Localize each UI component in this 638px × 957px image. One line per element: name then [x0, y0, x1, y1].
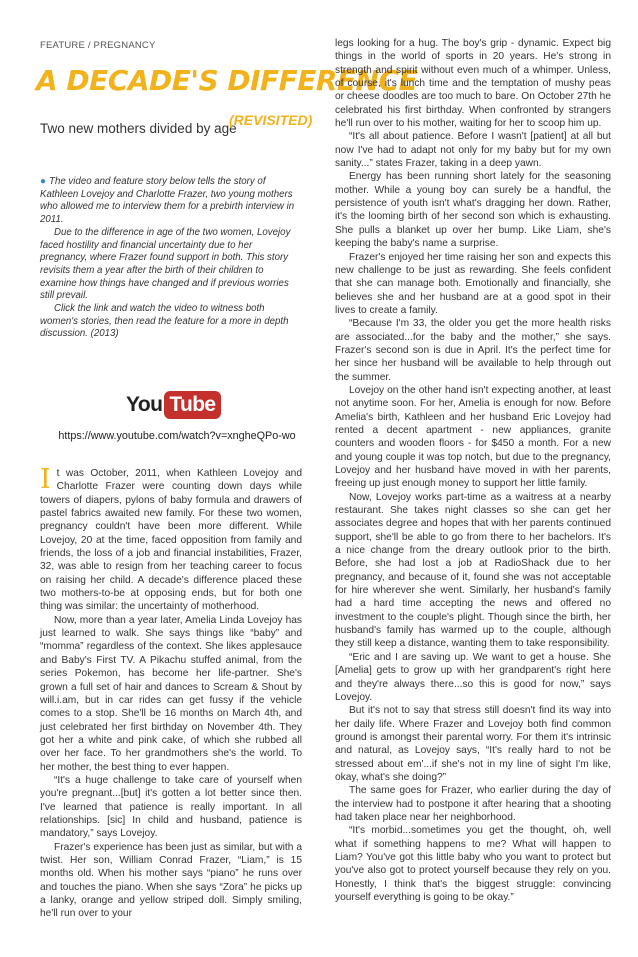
headline: A DECADE'S DIFFERENCE: [36, 64, 418, 97]
bullet-icon: ●: [40, 176, 47, 187]
article-paragraph: Frazer's enjoyed her time raising her son and expects this new challenge to be just as rewarding. She feels confident that she can manage both. Emotionally and financially, she believes she and her husband are at a good spot in their lives to create a family.: [335, 251, 611, 316]
article-paragraph: But it's not to say that stress still doesn't find its way into her daily life. Where Frazer and Lovejoy both find common ground is amongst their parental worry. For them it's intrinsic and natural, as Lovejoy says, “It's really hard to not be stressed about em'...if she's not in my line of sight I'm like, okay, what's she doing?”: [335, 705, 611, 783]
article-paragraph: It was October, 2011, when Kathleen Lovejoy and Charlotte Frazer were counting down days while towers of diapers, pylons of baby formula and drawers of pastel fabrics awaited new family. For these two women, pregnancy couldn't have been more different. While Lovejoy, 20 at the time, faced opposition from family and friends, the loss of a job and financial instabilities, Frazer, 32, was able to resign from her teaching career to focus on raising her child. A decade's difference placed these two mothers-to-be at opposing ends, but for both one thing was similar: the uncertainty of motherhood.: [40, 464, 302, 613]
video-link[interactable]: https://www.youtube.com/watch?v=xngheQPo-wo: [58, 430, 296, 442]
revisited-tag: (REVISITED): [229, 112, 313, 128]
youtube-logo-tube: Tube: [164, 391, 220, 419]
subhead: Two new mothers divided by age: [40, 121, 237, 136]
article-paragraph: The same goes for Frazer, who earlier during the day of the interview had to postpone it after hearing that a shooting had taken place near her neighborhood.: [335, 785, 611, 823]
drop-cap: I: [40, 464, 51, 495]
youtube-logo-you: You: [126, 393, 163, 416]
article-column-right: [335, 37, 611, 904]
article-paragraph: legs looking for a hug. The boy's grip - dynamic. Expect big things in the world of sports in 20 years. He's strong in strength and spirit without even much of a whimper. Unless, of course, it's lunch time and the temptation of mushy peas or cheese doodles are too much to bare. On October 27th he celebrated his first birthday. When confronted by strangers he'll run over to his mother, waiting for her to scoop him up.: [335, 38, 611, 130]
intro-block: [40, 176, 302, 341]
article-paragraph: Now, more than a year later, Amelia Linda Lovejoy has just learned to walk. She says things like “baby” and “momma” regardless of the context. She likes applesauce and Baby's First TV. A Pikachu stuffed animal, from the series Pokemon, has become her life-partner. She's grown a full set of hair and dances to Scream & Shout by will.i.am, but in car rides can get fussy if the vehicle comes to a stop. She'll be 16 months on March 4th, and just celebrated her first birthday on November 4th. They got her a white and pink cake, of which she rubbed all over her face. To her grandmothers she's the world. To her mother, the best thing to ever happen.: [40, 614, 302, 773]
article-paragraph: Lovejoy on the other hand isn't expecting another, at least not anytime soon. For her, Amelia is enough for now. Before Amelia's birth, Kathleen and her husband Eric Lovejoy had rented a decent apartment - new appliances, granite counters and wooden floors - for $450 a month. For a new and young couple it was top notch, but due to the pregnancy, Lovejoy and her husband have moved in with her parents, freeing up just enough money to support her little family.: [335, 384, 611, 490]
article-column-left: [40, 464, 302, 921]
article-paragraph: “It's morbid...sometimes you get the thought, oh, well what if something happens to me? What will happen to Liam? You've got this little baby who you want to protect but you've also got to protect yourself because they rely on you. Honestly, I think that's the biggest struggle: convincing yourself everything is going to be okay.”: [335, 825, 611, 903]
article-paragraph: “It's all about patience. Before I wasn't [patient] at all but now I've had to adapt not only for my baby but for my own sanity...” states Frazer, taking in a deep yawn.: [335, 131, 611, 170]
article-paragraph: “Eric and I are saving up. We want to get a house. She [Amelia] gets to grow up with her grandparent's right here and they're always there...so this is good for now,” says Lovejoy.: [335, 651, 611, 703]
youtube-logo[interactable]: [126, 390, 221, 420]
intro-paragraph: Due to the difference in age of the two women, Lovejoy faced hostility and financial uncertainty due to her pregnancy, where Frazer found support in both. This story revisits them a year after the birth of their children to examine how things have changed and if previous worries still prevail.: [40, 226, 291, 302]
article-paragraph: “It's a huge challenge to take care of yourself when you're pregnant...[but] it's gotten a lot better since then. I've learned that patience is really important. In all relationships. [sic] In child and husband, patience is mandatory,” says Lovejoy.: [40, 774, 302, 840]
section-label: FEATURE / PREGNANCY: [40, 40, 156, 51]
intro-paragraph: Click the link and watch the video to witness both women's stories, then read the feature for a more in depth discussion. (2013): [40, 303, 289, 340]
article-paragraph: Now, Lovejoy works part-time as a waitress at a nearby restaurant. She takes night classes so she can get her associates degree and hopes that with her parents continued support, she'll be able to go from there to her bachelors. It's a nice change from the dreary outlook prior to the birth. Before, she had lost a job at RadioShack due to her pregnancy, and because of it, found she was not acceptable for hire wherever she went. Similarly, her husband's family had a hard time accepting the news and offered no investment to the couple's plight. Though since the birth, her husband's family has warmed up to the couple, although they still keep a distance, wanting them to take responsibility.: [335, 491, 611, 650]
intro-paragraph: ● The video and feature story below tells the story of Kathleen Lovejoy and Charlotte Frazer, two young mothers who allowed me to interview them for a prebirth interview in 2011.: [40, 176, 295, 226]
article-paragraph: Frazer's experience has been just as similar, but with a twist. Her son, William Conrad Frazer, “Liam,” is 15 months old. When his mother says “piano” he runs over and touches the piano. When she says “Zora” he picks up a lanky, orange and yellow striped doll. Simply smiling, he'll run over to your: [40, 841, 302, 920]
article-paragraph: “Because I'm 33, the older you get the more health risks are associated...for the baby and the mother,” she says. Frazer's second son is due in April. It's the perfect time for her since her husband will be available to help through out the summer.: [335, 318, 611, 383]
article-paragraph: Energy has been running short lately for the seasoning mother. While a young boy can surely be a handful, the persistence of youth isn't what's dragging her down. Rather, it's the looming birth of her second son which is exhausting. She pulls a blanket up over her bump. Like Liam, she's keeping the baby's name a surprise.: [335, 171, 611, 250]
